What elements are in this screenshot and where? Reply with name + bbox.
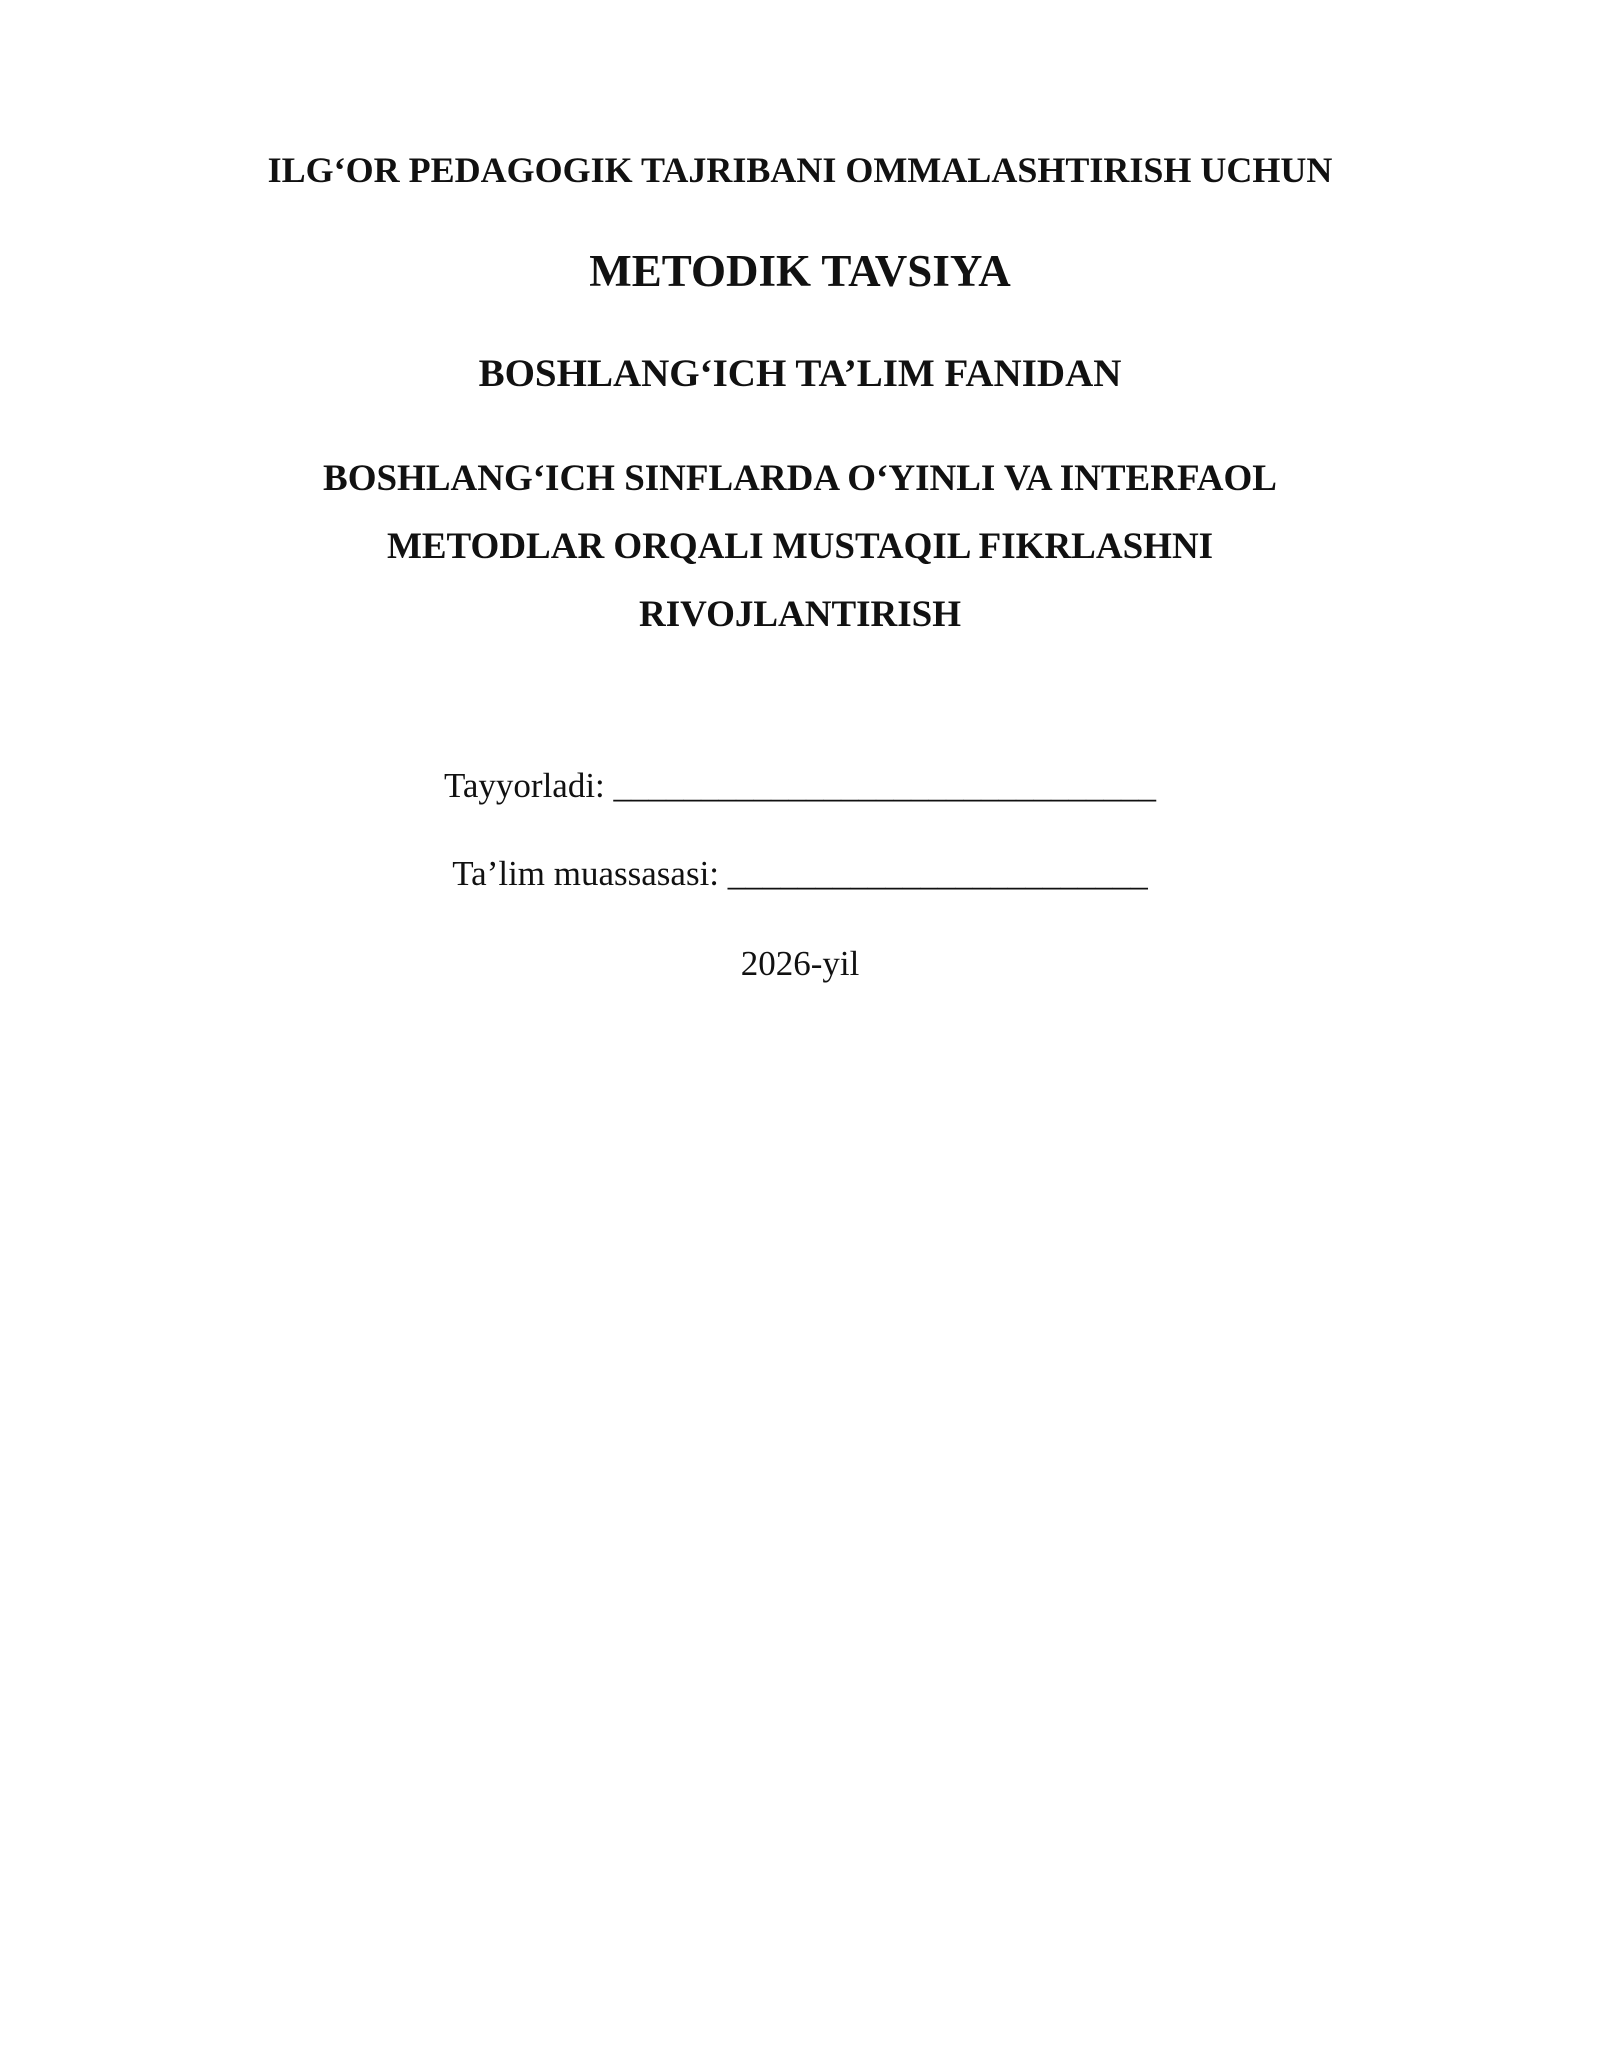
main-title: METODIK TAVSIYA [589, 246, 1011, 296]
header-line: ILG‘OR PEDAGOGIK TAJRIBANI OMMALASHTIRISH UCHUN [267, 150, 1333, 190]
institution-field: Ta’lim muassasasi: ________________________ [452, 854, 1148, 893]
topic-title [0, 445, 1600, 649]
topic-line-2: METODLAR ORQALI MUSTAQIL FIKRLASHNI [386, 526, 1214, 567]
topic-line-1: BOSHLANG‘ICH SINFLARDA O‘YINLI VA INTERFAOL [323, 458, 1277, 499]
subject-line: BOSHLANG‘ICH TA’LIM FANIDAN [478, 352, 1122, 395]
topic-line-3: RIVOJLANTIRISH [638, 594, 962, 635]
year-line: 2026-yil [740, 944, 860, 983]
prepared-by-field: Tayyorladi: _______________________________ [443, 766, 1157, 805]
